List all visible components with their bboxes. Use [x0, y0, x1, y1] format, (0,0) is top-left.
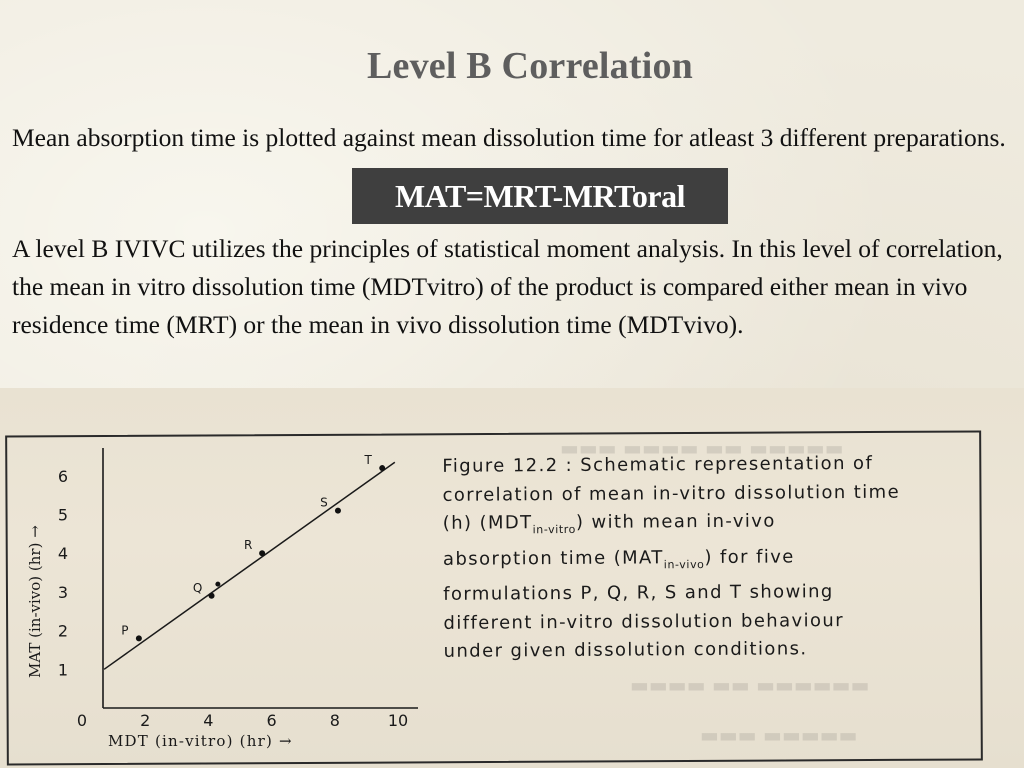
description-paragraph: A level B IVIVC utilizes the principles of statistical moment analysis. In this level of correlation, the mean in vitro dissolution time (MDTvitro) of the product is compared either mean in vivo residence time (MRT) or the mean in vivo dissolution time (MDTvivo).	[12, 234, 1003, 339]
y-tick-label-5: 5	[57, 505, 69, 525]
caption-line: correlation of mean in-vitro dissolution time	[442, 481, 901, 506]
caption-line: formulations P, Q, R, S and T showing	[443, 581, 834, 605]
y-tick-labels	[58, 467, 68, 680]
caption-text: ) with mean in-vivo	[575, 510, 776, 533]
data-point-label-t: T	[364, 453, 372, 468]
caption-line: under given dissolution conditions.	[443, 638, 808, 662]
caption-text: absorption time (MAT	[442, 546, 664, 570]
caption-line: Figure 12.2 : Schematic representation of	[442, 452, 874, 477]
x-tick-label-8: 8	[329, 711, 340, 730]
slide-title: Level B Correlation	[366, 45, 694, 87]
x-tick-label-0: 0	[76, 711, 88, 730]
y-tick-label-6: 6	[57, 466, 69, 486]
extra-mark-0	[215, 582, 220, 587]
caption-subscript: in-vivo	[663, 557, 705, 571]
y-tick-label-2: 2	[57, 621, 69, 641]
chart-axes	[103, 448, 418, 708]
caption-line	[443, 542, 973, 581]
x-tick-label-6: 6	[266, 711, 277, 730]
bleed-through-text: ▬▬▬▬ ▬▬ ▬▬▬▬▬▬	[630, 673, 870, 697]
fit-line	[104, 462, 395, 669]
data-point-q	[209, 593, 215, 599]
data-point-label-p: P	[121, 623, 129, 638]
bleed-through-text: ▬▬▬ ▬▬▬▬▬	[700, 723, 858, 747]
caption-text: (h) (MDT	[442, 512, 533, 534]
y-tick-label-4: 4	[57, 544, 69, 564]
data-point-labels	[121, 453, 372, 637]
data-point-r	[259, 550, 265, 556]
x-axis-label: MDT (in-vitro) (hr) →	[108, 732, 293, 750]
x-tick-label-4: 4	[203, 711, 214, 730]
caption-line	[443, 506, 973, 545]
data-point-t	[379, 465, 385, 471]
y-tick-label-1: 1	[57, 660, 69, 680]
y-tick-label-3: 3	[57, 582, 69, 602]
figure-caption	[442, 449, 973, 666]
y-axis-label: MAT (in-vivo) (hr) →	[26, 525, 44, 678]
x-tick-labels	[77, 711, 408, 730]
data-point-label-s: S	[320, 495, 328, 510]
x-tick-label-2: 2	[140, 711, 151, 730]
scatter-chart	[0, 388, 440, 768]
x-tick-label-10: 10	[387, 711, 409, 730]
bleed-through-text: ▬▬▬ ▬▬▬▬ ▬▬ ▬▬▬▬▬	[560, 436, 844, 460]
data-point-label-q: Q	[192, 580, 203, 595]
data-point-s	[335, 508, 341, 514]
caption-subscript: in-vitro	[532, 522, 577, 537]
formula-box: MAT=MRT-MRToral	[352, 168, 728, 224]
caption-text: ) for five	[704, 545, 795, 568]
data-point-label-r: R	[243, 538, 253, 553]
data-point-p	[136, 635, 142, 641]
caption-line: different in-vitro dissolution behaviour	[443, 609, 845, 634]
intro-paragraph: Mean absorption time is plotted against mean dissolution time for atleast 3 different preparations.	[12, 123, 1006, 152]
data-points	[136, 465, 385, 641]
